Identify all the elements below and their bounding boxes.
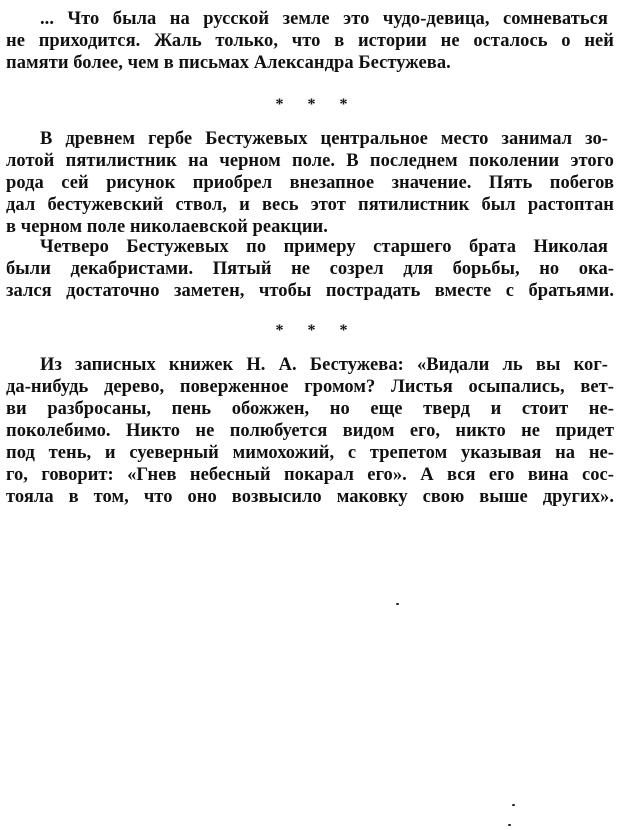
paragraph-4-line-6: го, говорит: «Гнев небесный покарал его». А вся его вина сос- xyxy=(6,465,614,485)
paragraph-3-line-2: были декабристами. Пятый не созрел для борьбы, но ока- xyxy=(6,259,614,279)
paragraph-2-line-1: В древнем гербе Бестужевых центральное место занимал зо- xyxy=(40,129,608,149)
paragraph-1-line-3: памяти более, чем в письмах Александра Бестужева. xyxy=(6,53,451,73)
scan-speck xyxy=(512,804,515,806)
paragraph-1-line-1: ... Что была на русской земле это чудо-девица, сомневаться xyxy=(40,9,608,29)
paragraph-4-line-3: ви разбросаны, пень обожжен, но еще тверд и стоит не- xyxy=(6,399,614,419)
paragraph-2-line-4: дал бестужевский ствол, и весь этот пятилистник был растоптан xyxy=(6,195,614,215)
paragraph-4-line-2: да-нибудь дерево, поверженное громом? Листья осыпались, вет- xyxy=(6,377,614,397)
paragraph-4-line-4: поколебимо. Никто не полюбуется видом его, никто не придет xyxy=(6,421,614,441)
paragraph-2-line-5: в черном поле николаевской реакции. xyxy=(6,217,328,237)
section-separator-1: * * * xyxy=(275,96,358,113)
paragraph-4-line-5: под тень, и суеверный мимохожий, с трепетом указывая на не- xyxy=(6,443,614,463)
section-separator-2: * * * xyxy=(275,322,358,339)
paragraph-2-line-2: лотой пятилистник на черном поле. В последнем поколении этого xyxy=(6,151,614,171)
paragraph-1-line-2: не приходится. Жаль только, что в истории не осталось о ней xyxy=(6,31,614,51)
paragraph-3-line-1: Четверо Бестужевых по примеру старшего брата Николая xyxy=(40,237,608,257)
paragraph-4-line-1: Из записных книжек Н. А. Бестужева: «Видали ль вы ког- xyxy=(40,355,608,375)
paragraph-4-line-7: тояла в том, что оно возвысило маковку свою выше других». xyxy=(6,487,614,507)
scan-speck xyxy=(508,824,511,826)
scan-speck xyxy=(396,603,399,605)
paragraph-2-line-3: рода сей рисунок приобрел внезапное значение. Пять побегов xyxy=(6,173,614,193)
paragraph-3-line-3: зался достаточно заметен, чтобы пострадать вместе с братьями. xyxy=(6,281,614,301)
